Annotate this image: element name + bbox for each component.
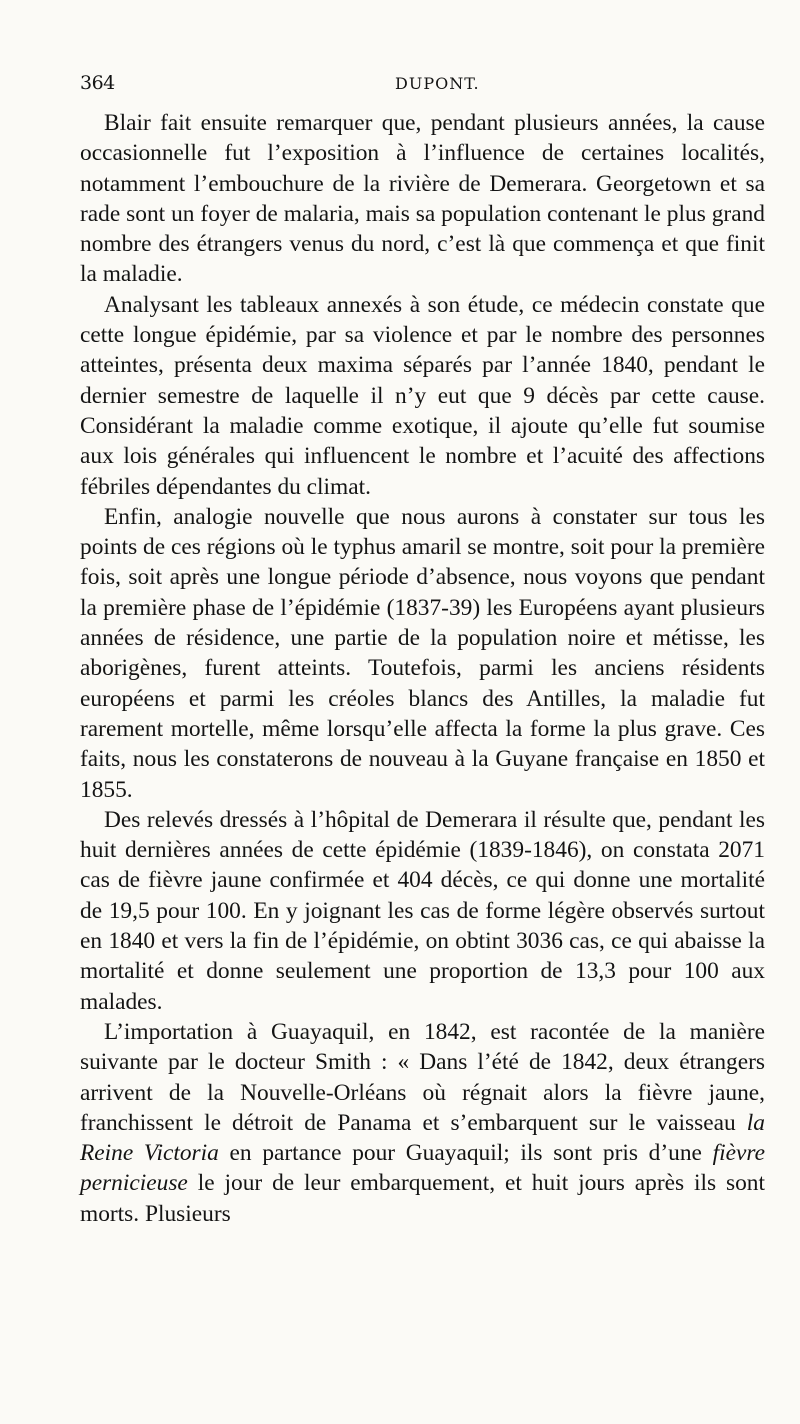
paragraph-blair: Blair fait ensuite remarquer que, pendant plusieurs années, la cause occasionnelle fut l’exposition à l’influence de certaines localités, notamment l’embouchure de la rivière de Demerara. Georgetown et sa rade sont un foyer de malaria, mais sa population contenant le plus grand nombre des étrangers venus du nord, c’est là que commença et que finit la maladie.: [80, 110, 765, 288]
paragraph-statistics: Des relevés dressés à l’hôpital de Demerara il résulte que, pendant les huit dernières années de cette épidémie (1839-1846), on constata 2071 cas de fièvre jaune confirmée et 404 décès, ce qui donne une mortalité de 19,5 pour 100. En y joignant les cas de forme légère observés surtout en 1840 et vers la fin de l’épidémie, on obtint 3036 cas, ce qui abaisse la mortalité et donne seulement une proportion de 13,3 pour 100 aux malades.: [80, 806, 765, 1015]
guayaquil-text-end: le jour de leur embarquement, et huit jours après ils sont morts. Plusieurs: [80, 1170, 765, 1227]
guayaquil-text-start: L’importation à Guayaquil, en 1842, est racontée de la manière suivante par le docteur Smith : « Dans l’été de 1842, deux étrangers arrivent de la Nouvelle-Orléans où régnait alors la fièvre jaune, franchissent le détroit de Panama et s’embarquent sur le vaisseau: [80, 1018, 765, 1136]
page-header: [0, 72, 800, 102]
fever-term: fièvre pernicieuse: [80, 1140, 765, 1197]
paragraph-analogy: Enfin, analogie nouvelle que nous aurons à constater sur tous les points de ces régions où le typhus amaril se montre, soit pour la première fois, soit après une longue période d’absence, nous voyons que pendant la première phase de l’épidémie (1837-39) les Européens ayant plusieurs années de résidence, une partie de la population noire et métisse, les aborigènes, furent atteints. Toutefois, parmi les anciens résidents européens et parmi les créoles blancs des Antilles, la maladie fut rarement mortelle, même lorsqu’elle affecta la forme la plus grave. Ces faits, nous les constaterons de nouveau à la Guyane française en 1850 et 1855.: [80, 503, 765, 803]
paragraph-guayaquil: [80, 1017, 765, 1229]
ship-name: la Reine Victoria: [80, 1109, 765, 1167]
guayaquil-text-middle: en partance pour Guayaquil; ils sont pris d’une: [218, 1140, 713, 1167]
paragraph-analysis: Analysant les tableaux annexés à son étude, ce médecin constate que cette longue épidémie, par sa violence et par le nombre des personnes atteintes, présenta deux maxima séparés par l’année 1840, pendant le dernier semestre de laquelle il n’y eut que 9 décès par cette cause. Considérant la maladie comme exotique, il ajoute qu’elle fut soumise aux lois générales qui influencent le nombre et l’acuité des affections fébriles dépendantes du climat.: [80, 291, 765, 500]
page-number: 364: [80, 72, 115, 94]
body-text: [80, 108, 765, 1229]
running-head: DUPONT.: [395, 74, 480, 93]
